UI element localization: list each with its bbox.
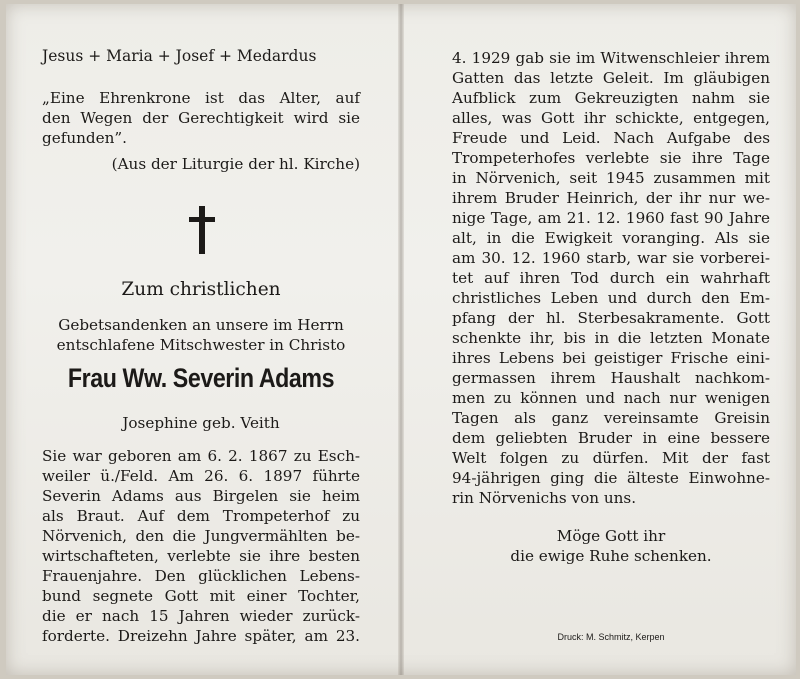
- biography-line: men zu können und nach nur wenigen: [452, 389, 770, 407]
- biography-line: bund segnete Gott mit einer Tochter,: [42, 587, 360, 605]
- biography-line: Freude und Leid. Nach Aufgabe des: [452, 129, 770, 147]
- biography-line: Welt folgen zu dürfen. Mit der fast: [452, 449, 770, 467]
- biography-line: 4. 1929 gab sie im Witwenschleier ihrem: [452, 49, 770, 67]
- card-heading: Zum christlichen: [121, 279, 281, 300]
- card-fold: [398, 4, 404, 675]
- biography-line: ihrem Bruder Heinrich, der ihr nur we-: [452, 189, 770, 207]
- biography-line: Aufblick zum Gekreuzigten nahm sie: [452, 89, 770, 107]
- biography-line: pfang der hl. Sterbesakramente. Gott: [452, 309, 770, 327]
- biography-line: schenkte ihr, bis in die letzten Monate: [452, 329, 770, 347]
- biography-line: forderte. Dreizehn Jahre später, am 23.: [42, 627, 360, 645]
- biography-line: in Nörvenich, seit 1945 zusammen mit: [452, 169, 770, 187]
- printer-credit: Druck: M. Schmitz, Kerpen: [557, 632, 665, 642]
- biography-line: die er nach 15 Jahren wieder zurück-: [42, 607, 360, 625]
- biography-line: am 30. 12. 1960 starb, war sie vorberei-: [452, 249, 770, 267]
- biography-line: ihres Lebens bei geistiger Frische eini-: [452, 349, 770, 367]
- deceased-name: Frau Ww. Severin Adams: [67, 363, 335, 393]
- biography-line: christliches Leben und durch den Em-: [452, 289, 770, 307]
- card-subheading: [42, 315, 360, 355]
- biography-line: germassen ihrem Haushalt nachkom-: [452, 369, 770, 387]
- biography-part-1: [42, 446, 360, 646]
- biography-line: dem geliebten Bruder in eine bessere: [452, 429, 770, 447]
- subheading-line: Gebetsandenken an unsere im Herrn: [58, 316, 344, 334]
- prayer-line: die ewige Ruhe schenken.: [510, 547, 712, 565]
- biography-line: Sie war geboren am 6. 2. 1867 zu Esch-: [42, 447, 360, 465]
- biography-line: weiler ü./Feld. Am 26. 6. 1897 führte: [42, 467, 360, 485]
- maiden-name: Josephine geb. Veith: [122, 414, 280, 432]
- biography-line: alt, in die Ewigkeit voranging. Als sie: [452, 229, 770, 247]
- biography-line: als Braut. Auf dem Trompeterhof zu: [42, 507, 360, 525]
- biography-line: tet auf ihren Tod durch ein wahrhaft: [452, 269, 770, 287]
- biography-line: Nörvenich, den die Jungvermählten be-: [42, 527, 360, 545]
- subheading-line: entschlafene Mitschwester in Christo: [56, 336, 346, 354]
- biography-line: Tagen als ganz vereinsamte Greisin: [452, 409, 770, 427]
- scripture-quote: [42, 88, 360, 148]
- biography-line: wirtschafteten, verlebte sie ihre besten: [42, 547, 360, 565]
- quote-line: den Wegen der Gerechtigkeit wird sie: [42, 109, 360, 127]
- biography-line: Gatten das letzte Geleit. Im gläubigen: [452, 69, 770, 87]
- quote-line: gefunden”.: [42, 129, 127, 147]
- biography-line: Severin Adams aus Birgelen sie heim: [42, 487, 360, 505]
- quote-line: „Eine Ehrenkrone ist das Alter, auf: [42, 89, 360, 107]
- biography-line: alles, was Gott ihr schickte, entgegen,: [452, 109, 770, 127]
- closing-prayer: [452, 526, 770, 566]
- biography-line: Frauenjahre. Den glücklichen Lebens-: [42, 567, 360, 585]
- biography-line: rin Nörvenichs von uns.: [452, 489, 637, 507]
- latin-cross-icon: [189, 206, 215, 254]
- quote-source: (Aus der Liturgie der hl. Kirche): [111, 155, 360, 173]
- biography-line: 94-jährigen ging die älteste Einwohne-: [452, 469, 770, 487]
- biography-part-2: [452, 48, 770, 508]
- biography-line: nige Tage, am 21. 12. 1960 fast 90 Jahre: [452, 209, 770, 227]
- biography-line: Trompeterhofes verlebte sie ihre Tage: [452, 149, 770, 167]
- invocation: Jesus + Maria + Josef + Medardus: [42, 47, 317, 65]
- prayer-line: Möge Gott ihr: [556, 527, 666, 545]
